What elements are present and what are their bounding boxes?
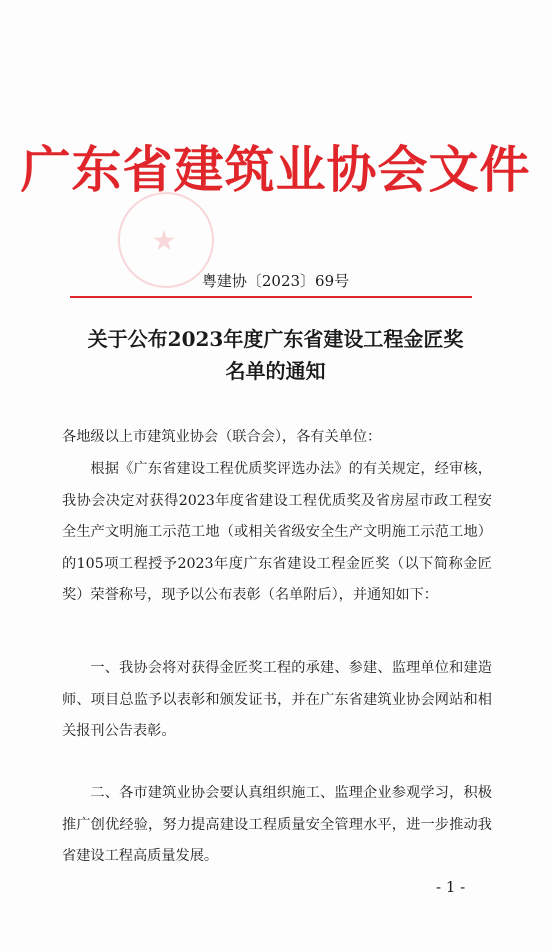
notice-title-line1: 关于公布2023年度广东省建设工程金匠奖 [87,327,464,351]
body-paragraph-2: 一、我协会将对获得金匠奖工程的承建、参建、监理单位和建造师、项目总监予以表彰和颁发证书，并在广东省建筑业协会网站和相关报刊公告表彰。 [62,660,492,739]
page-number: - 1 - [436,878,466,896]
document-header-title: 广东省建筑业协会文件 [20,140,531,199]
red-divider-line [70,296,472,298]
document-number: 粤建协〔2023〕69号 [201,272,350,290]
salutation: 各地级以上市建筑业协会（联合会），各有关单位： [62,429,382,445]
body-paragraph-3: 二、各市建筑业协会要认真组织施工、监理企业参观学习，积极推广创优经验，努力提高建设工程质量安全管理水平，进一步推动我省建设工程高质量发展。 [62,785,492,864]
notice-title-line2: 名单的通知 [225,359,326,383]
seal-star-icon: ★ [151,224,177,257]
body-paragraph-1: 根据《广东省建设工程优质奖评选办法》的有关规定，经审核，我协会决定对获得2023年度省建设工程优质奖及省房屋市政工程安全生产文明施工示范工地（或相关省级安全生产文明施工示范工地）的105项工程授予2023年度广东省建设工程金匠奖（以下简称金匠奖）荣誉称号，现予以公布表彰（名单附后），并通知如下： [62,461,492,603]
